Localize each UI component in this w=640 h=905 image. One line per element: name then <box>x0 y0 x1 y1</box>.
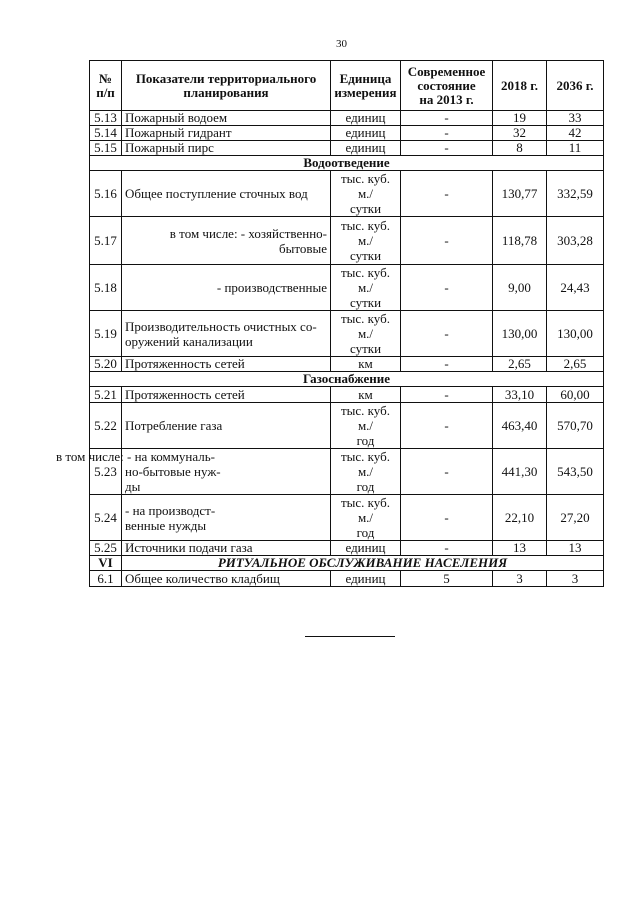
row-number: 5.15 <box>90 141 122 156</box>
page-number: 30 <box>336 38 347 50</box>
row-unit: тыс. куб. м./ сутки <box>331 265 401 311</box>
row-unit: единиц <box>331 126 401 141</box>
chapter-header-row <box>90 556 604 571</box>
row-value-2018: 441,30 <box>493 449 547 495</box>
row-value-2036: 130,00 <box>547 311 604 357</box>
row-indicator: Протяженность сетей <box>122 357 331 372</box>
table-row <box>90 541 604 556</box>
row-value-2013: - <box>401 126 493 141</box>
row-number: 5.19 <box>90 311 122 357</box>
row-number: 5.13 <box>90 111 122 126</box>
row-value-2018: 13 <box>493 541 547 556</box>
row-value-2013: - <box>401 541 493 556</box>
row-value-2036: 13 <box>547 541 604 556</box>
table-body <box>56 110 604 587</box>
row-number: 5.14 <box>90 126 122 141</box>
row-number: 6.1 <box>90 571 122 587</box>
row-indicator: Пожарный водоем <box>122 111 331 126</box>
header-current-2013: Современное состояние на 2013 г. <box>401 61 493 111</box>
table-header-row <box>90 61 604 111</box>
row-value-2013: - <box>401 265 493 311</box>
section-title: Газоснабжение <box>90 372 604 387</box>
row-value-2013: - <box>401 111 493 126</box>
row-value-2013: - <box>401 141 493 156</box>
row-value-2018: 118,78 <box>493 217 547 265</box>
row-unit: единиц <box>331 141 401 156</box>
row-indicator: - производственные <box>122 265 331 311</box>
row-value-2036: 2,65 <box>547 357 604 372</box>
row-indicator: Пожарный гидрант <box>122 126 331 141</box>
row-value-2036: 332,59 <box>547 171 604 217</box>
row-number: 5.16 <box>90 171 122 217</box>
row-indicator: Протяженность сетей <box>122 387 331 403</box>
row-indicator: в том числе: - на коммуналь- но-бытовые нуж- ды <box>122 449 331 495</box>
row-indicator: Потребление газа <box>122 403 331 449</box>
row-value-2013: - <box>401 403 493 449</box>
row-value-2013: 5 <box>401 571 493 587</box>
row-value-2036: 42 <box>547 126 604 141</box>
row-value-2018: 130,77 <box>493 171 547 217</box>
section-header-row <box>90 156 604 171</box>
chapter-number: VI <box>90 556 122 571</box>
row-value-2036: 570,70 <box>547 403 604 449</box>
row-value-2013: - <box>401 217 493 265</box>
row-value-2036: 27,20 <box>547 495 604 541</box>
row-value-2013: - <box>401 357 493 372</box>
table-row <box>90 357 604 372</box>
row-indicator: Производительность очистных со- оружений канализации <box>122 311 331 357</box>
table-row <box>90 217 604 265</box>
row-unit: тыс. куб. м./ год <box>331 449 401 495</box>
table-row <box>90 387 604 403</box>
row-number: 5.18 <box>90 265 122 311</box>
row-value-2018: 19 <box>493 111 547 126</box>
table-row <box>90 141 604 156</box>
row-indicator: в том числе: - хозяйственно- бытовые <box>122 217 331 265</box>
table-row <box>90 171 604 217</box>
row-indicator: Пожарный пирс <box>122 141 331 156</box>
row-value-2013: - <box>401 311 493 357</box>
row-value-2036: 303,28 <box>547 217 604 265</box>
row-unit: тыс. куб. м./ сутки <box>331 311 401 357</box>
header-unit: Единица измерения <box>331 61 401 111</box>
row-value-2018: 9,00 <box>493 265 547 311</box>
row-value-2018: 22,10 <box>493 495 547 541</box>
row-value-2036: 3 <box>547 571 604 587</box>
row-unit: км <box>331 357 401 372</box>
row-value-2036: 60,00 <box>547 387 604 403</box>
header-2018: 2018 г. <box>493 61 547 111</box>
row-value-2036: 24,43 <box>547 265 604 311</box>
row-unit: км <box>331 387 401 403</box>
table-row <box>90 311 604 357</box>
row-value-2013: - <box>401 449 493 495</box>
row-value-2018: 2,65 <box>493 357 547 372</box>
row-value-2018: 3 <box>493 571 547 587</box>
table-row <box>90 126 604 141</box>
row-value-2036: 33 <box>547 111 604 126</box>
row-unit: тыс. куб. м./ сутки <box>331 217 401 265</box>
row-value-2018: 130,00 <box>493 311 547 357</box>
section-title: Водоотведение <box>90 156 604 171</box>
planning-indicators-table <box>56 60 604 587</box>
row-indicator: Общее поступление сточных вод <box>122 171 331 217</box>
row-indicator: Общее количество кладбищ <box>122 571 331 587</box>
row-unit: единиц <box>331 111 401 126</box>
row-value-2018: 32 <box>493 126 547 141</box>
row-unit: единиц <box>331 541 401 556</box>
row-indicator: Источники подачи газа <box>122 541 331 556</box>
row-value-2018: 463,40 <box>493 403 547 449</box>
header-2036: 2036 г. <box>547 61 604 111</box>
row-number: 5.24 <box>90 495 122 541</box>
row-value-2018: 33,10 <box>493 387 547 403</box>
row-value-2036: 11 <box>547 141 604 156</box>
row-unit: единиц <box>331 571 401 587</box>
table-row <box>90 571 604 587</box>
table-row <box>90 403 604 449</box>
row-number: 5.23 <box>90 449 122 495</box>
row-value-2013: - <box>401 495 493 541</box>
header-indicator: Показатели территориального планирования <box>122 61 331 111</box>
table-row <box>90 449 604 495</box>
row-number: 5.25 <box>90 541 122 556</box>
row-number: 5.22 <box>90 403 122 449</box>
row-value-2013: - <box>401 171 493 217</box>
table-row <box>90 495 604 541</box>
row-number: 5.17 <box>90 217 122 265</box>
header-num: № п/п <box>90 61 122 111</box>
row-indicator: - на производст- венные нужды <box>122 495 331 541</box>
row-unit: тыс. куб. м./ сутки <box>331 171 401 217</box>
row-value-2036: 543,50 <box>547 449 604 495</box>
row-number: 5.21 <box>90 387 122 403</box>
row-value-2018: 8 <box>493 141 547 156</box>
row-unit: тыс. куб. м./ год <box>331 495 401 541</box>
table-row <box>90 265 604 311</box>
table-row <box>90 111 604 126</box>
row-value-2013: - <box>401 387 493 403</box>
section-header-row <box>90 372 604 387</box>
footer-rule <box>305 636 395 637</box>
row-number: 5.20 <box>90 357 122 372</box>
row-unit: тыс. куб. м./ год <box>331 403 401 449</box>
chapter-title: РИТУАЛЬНОЕ ОБСЛУЖИВАНИЕ НАСЕЛЕНИЯ <box>122 556 604 571</box>
